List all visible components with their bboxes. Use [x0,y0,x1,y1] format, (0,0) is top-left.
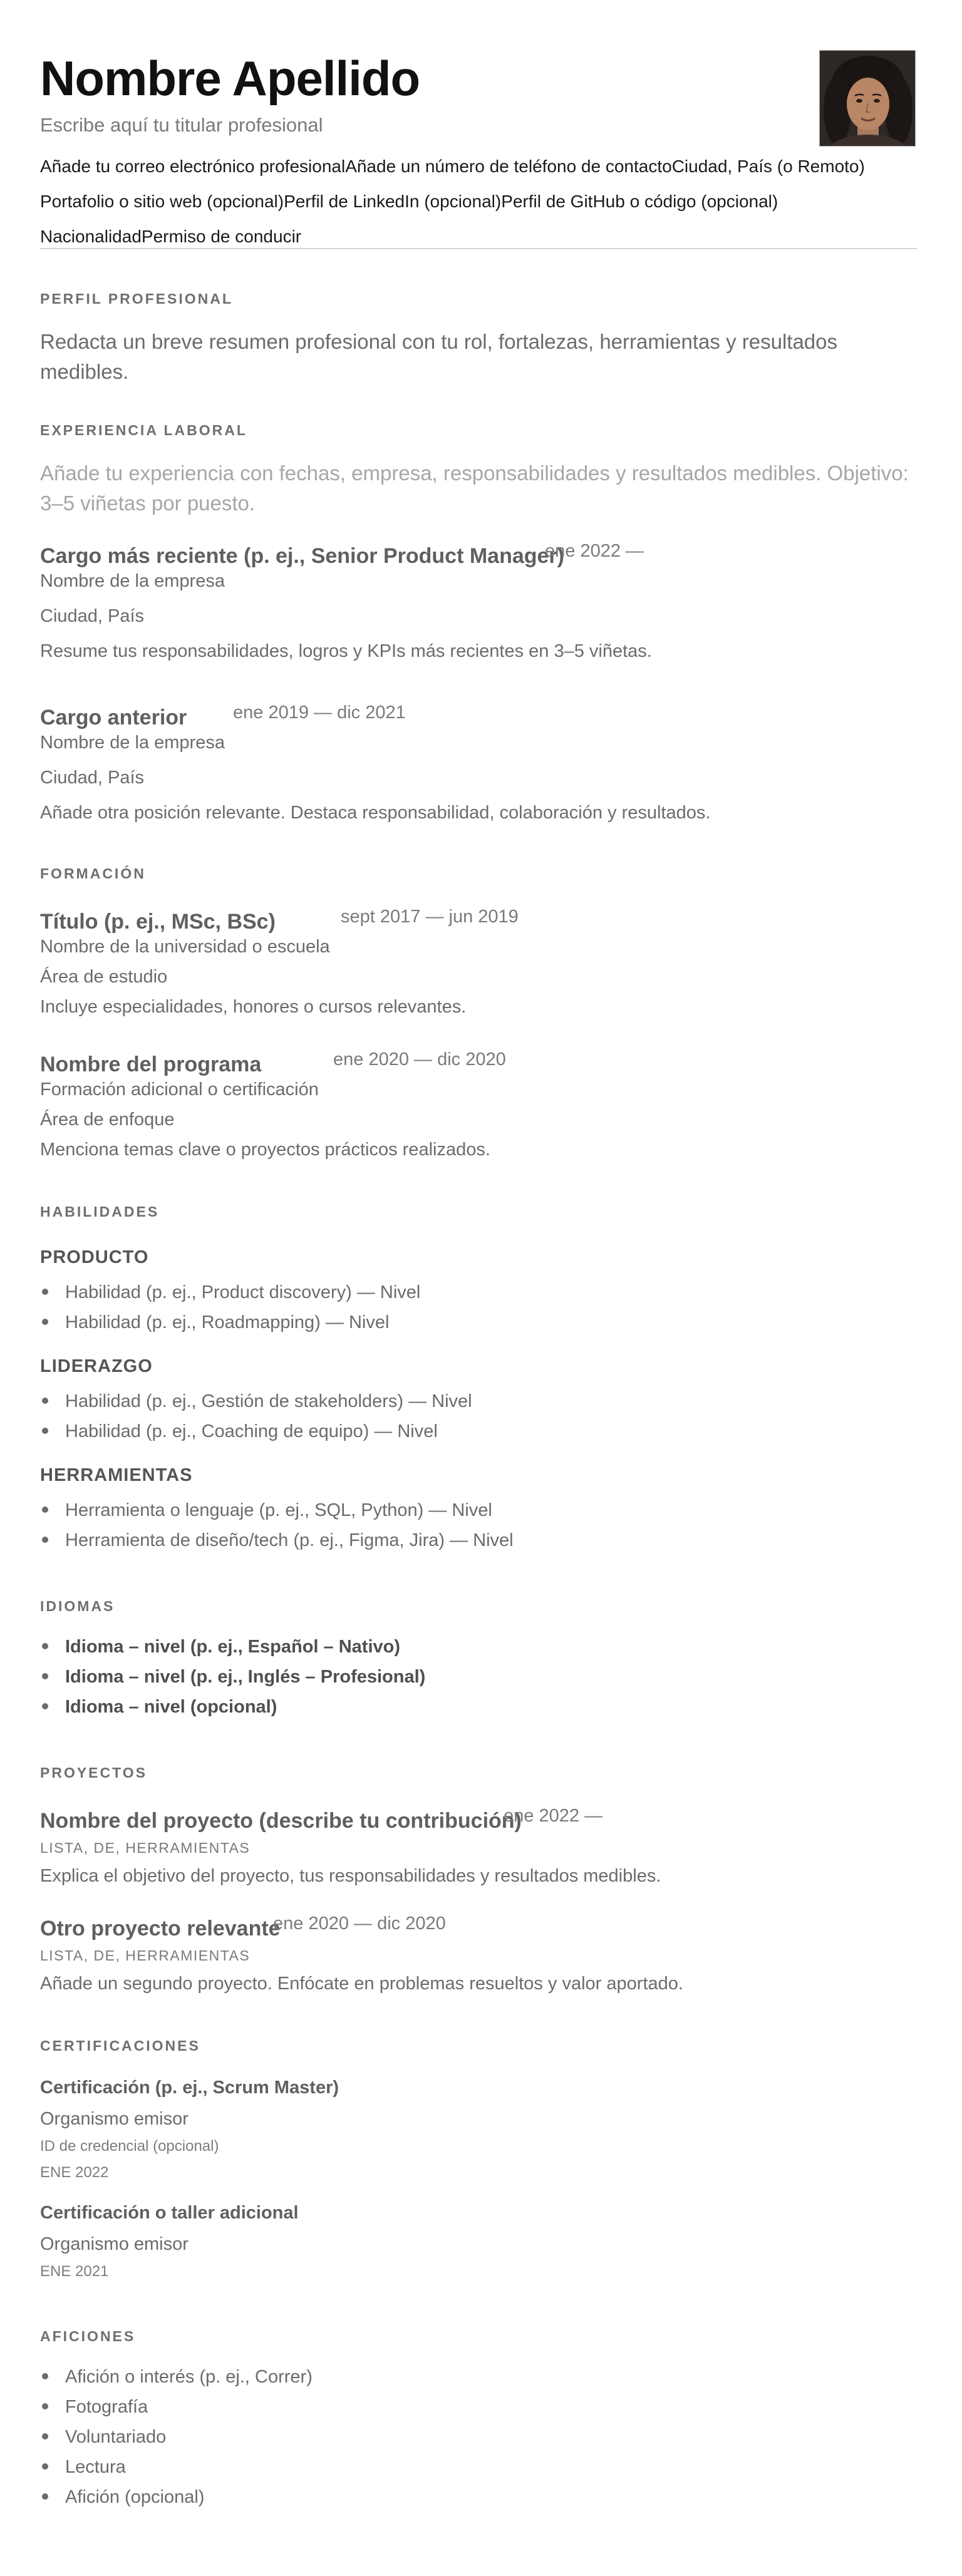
field-of-study: Área de enfoque [40,1110,175,1130]
education-notes: Incluye especialidades, honores o cursos relevantes. [40,997,467,1017]
list-item [65,1277,917,1307]
language-list [40,1632,917,1722]
certification-issuer: Organismo emisor [40,2109,189,2129]
bullet-icon [42,1703,48,1709]
profile-summary: Redacta un breve resumen profesional con tu rol, fortalezas, herramientas y resultados medibles. [40,330,837,383]
list-item [65,1386,917,1416]
professional-headline: Escribe aquí tu titular profesional [40,114,323,136]
section-title-languages: IDIOMAS [40,1598,115,1614]
email-placeholder[interactable]: Añade tu correo electrónico profesional [40,157,346,176]
project-description: Explica el objetivo del proyecto, tus responsabilidades y resultados medibles. [40,1866,661,1886]
school-name: Nombre de la universidad o escuela [40,937,330,957]
field-of-study: Área de estudio [40,967,168,987]
language-item: Idioma – nivel (p. ej., Inglés – Profesional) [65,1667,426,1687]
hobby-list [40,2362,917,2512]
language-item: Idioma – nivel (opcional) [65,1697,277,1717]
job-company: Nombre de la empresa [40,571,225,591]
job-dates: ene 2022 — [545,541,644,561]
skill-group-title: PRODUCTO [40,1247,149,1267]
certification-date: ENE 2021 [40,2263,109,2280]
candidate-name: Nombre Apellido [40,51,420,106]
hobbies-section [40,2327,917,2512]
project-name: Otro proyecto relevante [40,1917,281,1940]
experience-entry [40,701,917,824]
bullet-icon [42,1428,48,1434]
credential-id: ID de credencial (opcional) [40,2138,219,2155]
job-summary: Resume tus responsabilidades, logros y KPIs más recientes en 3–5 viñetas. [40,641,652,661]
contact-line-2 [40,184,917,219]
bullet-icon [42,2493,48,2500]
profile-section [40,289,917,387]
certification-entry [40,2202,917,2282]
section-title-hobbies: AFICIONES [40,2328,136,2344]
project-entry [40,1912,917,1995]
skills-section [40,1202,917,1555]
job-dates: ene 2019 — dic 2021 [233,703,406,723]
hobby-item: Lectura [65,2457,126,2477]
certification-issuer: Organismo emisor [40,2234,189,2254]
profile-photo-avatar [820,51,916,147]
list-item [65,2362,917,2392]
skill-list [40,1386,917,1446]
certification-entry [40,2076,917,2183]
list-item [65,1525,917,1555]
list-item [65,1632,917,1662]
bullet-icon [42,2373,48,2379]
degree-title: Nombre del programa [40,1053,262,1076]
education-entry [40,905,917,1018]
education-dates: ene 2020 — dic 2020 [333,1049,506,1069]
bullet-icon [42,1398,48,1404]
experience-entry [40,540,917,662]
bullet-icon [42,1319,48,1325]
hobby-item: Afición o interés (p. ej., Correr) [65,2367,313,2387]
skill-group-title: HERRAMIENTAS [40,1465,193,1485]
skill-group-title: LIDERAZGO [40,1356,153,1376]
bullet-icon [42,1507,48,1513]
skill-list [40,1495,917,1555]
profile-photo [819,50,916,147]
section-title-skills: HABILIDADES [40,1203,160,1220]
education-dates: sept 2017 — jun 2019 [341,907,519,927]
hobby-item: Voluntariado [65,2427,167,2447]
project-entry [40,1805,917,1887]
resume-header [40,50,917,149]
skill-group [40,1246,917,1337]
location-placeholder[interactable]: Ciudad, País (o Remoto) [671,157,865,176]
school-name: Formación adicional o certificación [40,1079,319,1100]
list-item [65,1416,917,1446]
project-dates: ene 2022 — [504,1806,603,1826]
certification-name: Certificación o taller adicional [40,2203,299,2223]
list-item [65,1692,917,1722]
skill-group [40,1464,917,1555]
skill-item: Herramienta o lenguaje (p. ej., SQL, Python) — Nivel [65,1500,492,1520]
section-title-profile: PERFIL PROFESIONAL [40,291,233,307]
certification-date: ENE 2022 [40,2164,109,2181]
education-notes: Menciona temas clave o proyectos prácticos realizados. [40,1140,490,1160]
github-placeholder[interactable]: Perfil de GitHub o código (opcional) [501,192,778,211]
resume-sheet [40,50,917,2512]
job-summary: Añade otra posición relevante. Destaca responsabilidad, colaboración y resultados. [40,803,711,823]
job-company: Nombre de la empresa [40,733,225,753]
experience-section [40,421,917,824]
project-tools: LISTA, DE, HERRAMIENTAS [40,1840,251,1856]
list-item [65,1307,917,1337]
list-item [65,2482,917,2512]
section-title-certifications: CERTIFICACIONES [40,2038,200,2054]
list-item [65,2452,917,2482]
skill-list [40,1277,917,1337]
project-tools: LISTA, DE, HERRAMIENTAS [40,1947,251,1964]
project-dates: ene 2020 — dic 2020 [273,1914,446,1934]
skill-item: Habilidad (p. ej., Product discovery) — Nivel [65,1282,421,1302]
bullet-icon [42,1673,48,1679]
education-entry [40,1048,917,1161]
list-item [65,1495,917,1525]
languages-section [40,1597,917,1722]
phone-placeholder[interactable]: Añade un número de teléfono de contacto [345,157,672,176]
section-title-education: FORMACIÓN [40,865,146,882]
contact-line-1 [40,149,917,184]
bullet-icon [42,1289,48,1295]
section-title-experience: EXPERIENCIA LABORAL [40,422,247,438]
linkedin-placeholder[interactable]: Perfil de LinkedIn (opcional) [284,192,502,211]
job-title: Cargo más reciente (p. ej., Senior Product Manager) [40,544,564,568]
skill-group [40,1355,917,1446]
list-item [65,2392,917,2422]
job-location: Ciudad, País [40,768,145,788]
bullet-icon [42,2403,48,2409]
project-name: Nombre del proyecto (describe tu contribución) [40,1809,522,1833]
job-location: Ciudad, País [40,606,145,626]
portfolio-placeholder[interactable]: Portafolio o sitio web (opcional) [40,192,284,211]
project-description: Añade un segundo proyecto. Enfócate en problemas resueltos y valor aportado. [40,1974,683,1994]
bullet-icon [42,2463,48,2470]
education-section [40,864,917,1161]
bullet-icon [42,2433,48,2439]
skill-item: Habilidad (p. ej., Gestión de stakeholders) — Nivel [65,1391,472,1411]
skill-item: Herramienta de diseño/tech (p. ej., Figma, Jira) — Nivel [65,1530,514,1550]
driving-license-placeholder[interactable]: Permiso de conducir [141,227,302,246]
hobby-item: Afición (opcional) [65,2487,205,2507]
certification-name: Certificación (p. ej., Scrum Master) [40,2078,339,2098]
skill-item: Habilidad (p. ej., Roadmapping) — Nivel [65,1312,390,1332]
projects-section [40,1763,917,1995]
list-item [65,1662,917,1692]
experience-hint: Añade tu experiencia con fechas, empresa, responsabilidades y resultados medibles. Objetivo: 3–5 viñetas por puesto. [40,461,909,515]
job-title: Cargo anterior [40,706,187,729]
list-item [65,2422,917,2452]
degree-title: Título (p. ej., MSc, BSc) [40,910,276,934]
language-item: Idioma – nivel (p. ej., Español – Nativo) [65,1637,401,1657]
bullet-icon [42,1537,48,1543]
certifications-section [40,2036,917,2282]
skill-item: Habilidad (p. ej., Coaching de equipo) — Nivel [65,1421,438,1441]
nationality-placeholder[interactable]: Nacionalidad [40,227,142,246]
section-title-projects: PROYECTOS [40,1765,147,1781]
bullet-icon [42,1643,48,1649]
hobby-item: Fotografía [65,2397,148,2417]
